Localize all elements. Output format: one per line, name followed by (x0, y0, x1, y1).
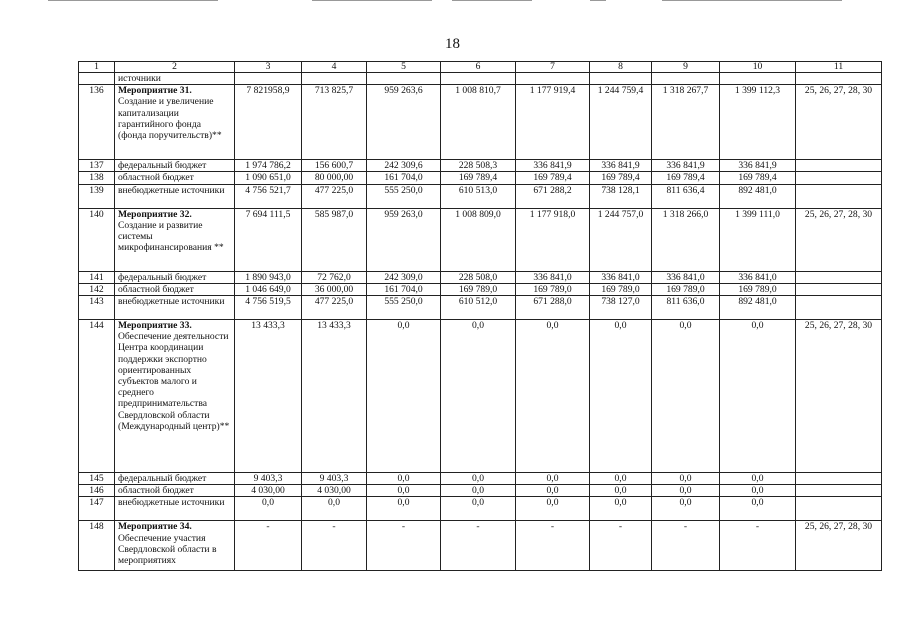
value-col-9: 336 841,0 (652, 271, 720, 283)
column-header-10: 10 (720, 62, 796, 73)
value-col-9: 169 789,0 (652, 283, 720, 295)
row-description: Создание и развитие системы микрофинансирования ** (118, 219, 224, 254)
value-col-5: 0,0 (367, 485, 441, 497)
value-col-3: 1 974 786,2 (235, 160, 302, 172)
value-col-7: 0,0 (516, 485, 590, 497)
value-col-3: 4 756 519,5 (235, 296, 302, 320)
target-indicator-refs (796, 172, 882, 184)
row-description-cell (115, 184, 235, 208)
row-description: федеральный бюджет (118, 271, 207, 283)
table-row (79, 184, 882, 208)
row-description-cell (115, 160, 235, 172)
value-col-4: - (302, 521, 367, 571)
target-indicator-refs (796, 271, 882, 283)
row-description: областной бюджет (118, 485, 194, 497)
target-indicator-refs (796, 283, 882, 295)
value-col-4: 80 000,00 (302, 172, 367, 184)
row-number: 146 (79, 485, 115, 497)
value-col-10: 169 789,0 (720, 283, 796, 295)
scan-top-line-4 (590, 0, 606, 1)
value-col-8: 0,0 (590, 473, 652, 485)
value-col-9: 1 318 267,7 (652, 85, 720, 160)
target-indicator-refs: 25, 26, 27, 28, 30 (796, 208, 882, 271)
column-header-6: 6 (441, 62, 516, 73)
value-col-6: 610 513,0 (441, 184, 516, 208)
value-col-3: 4 756 521,7 (235, 184, 302, 208)
value-col-8: 169 789,0 (590, 283, 652, 295)
value-col-3: - (235, 521, 302, 571)
row-number: 137 (79, 160, 115, 172)
target-indicator-refs: 25, 26, 27, 28, 30 (796, 85, 882, 160)
target-indicator-refs (796, 160, 882, 172)
value-col-6: 169 789,4 (441, 172, 516, 184)
value-col-4: 585 987,0 (302, 208, 367, 271)
value-col-3: 13 433,3 (235, 320, 302, 473)
row-number: 148 (79, 521, 115, 571)
value-col-8: 0,0 (590, 320, 652, 473)
value-col-4: 0,0 (302, 497, 367, 521)
row-description: источники (118, 73, 161, 84)
row-description-cell (115, 208, 235, 271)
measure-title: Мероприятие 32. (118, 208, 192, 220)
value-col-5: 959 263,0 (367, 208, 441, 271)
value-col-3: 1 090 651,0 (235, 172, 302, 184)
value-col-7: 671 288,2 (516, 184, 590, 208)
value-col-7 (516, 73, 590, 85)
row-number: 136 (79, 85, 115, 160)
table-row (79, 73, 882, 85)
header-row (79, 62, 882, 73)
value-col-7: 169 789,4 (516, 172, 590, 184)
value-col-10: 336 841,9 (720, 160, 796, 172)
row-description-cell (115, 296, 235, 320)
value-col-9: 0,0 (652, 473, 720, 485)
value-col-8: - (590, 521, 652, 571)
value-col-7: - (516, 521, 590, 571)
value-col-9 (652, 73, 720, 85)
value-col-5: 555 250,0 (367, 184, 441, 208)
measure-title: Мероприятие 31. (118, 85, 192, 97)
row-description-cell (115, 85, 235, 160)
value-col-8: 738 127,0 (590, 296, 652, 320)
value-col-7: 336 841,0 (516, 271, 590, 283)
value-col-3: 4 030,00 (235, 485, 302, 497)
value-col-10: 336 841,0 (720, 271, 796, 283)
row-description-cell (115, 473, 235, 485)
table-row (79, 283, 882, 295)
value-col-8: 169 789,4 (590, 172, 652, 184)
table-row (79, 320, 882, 473)
row-description: областной бюджет (118, 283, 194, 295)
row-number: 141 (79, 271, 115, 283)
value-col-10: 0,0 (720, 473, 796, 485)
column-header-3: 3 (235, 62, 302, 73)
row-description: областной бюджет (118, 172, 194, 184)
value-col-6: 228 508,0 (441, 271, 516, 283)
row-number (79, 73, 115, 85)
value-col-8: 336 841,0 (590, 271, 652, 283)
value-col-7: 0,0 (516, 497, 590, 521)
value-col-4: 477 225,0 (302, 296, 367, 320)
value-col-4: 13 433,3 (302, 320, 367, 473)
row-number: 138 (79, 172, 115, 184)
measure-title: Мероприятие 34. (118, 521, 192, 533)
row-description-cell (115, 73, 235, 85)
table-row (79, 497, 882, 521)
column-header-2: 2 (115, 62, 235, 73)
row-description-cell (115, 172, 235, 184)
column-header-7: 7 (516, 62, 590, 73)
value-col-9: 0,0 (652, 497, 720, 521)
value-col-10: 169 789,4 (720, 172, 796, 184)
table-row (79, 521, 882, 571)
value-col-4: 156 600,7 (302, 160, 367, 172)
table-row (79, 85, 882, 160)
value-col-6: 228 508,3 (441, 160, 516, 172)
value-col-5: 959 263,6 (367, 85, 441, 160)
value-col-8: 336 841,9 (590, 160, 652, 172)
value-col-3: 9 403,3 (235, 473, 302, 485)
row-number: 139 (79, 184, 115, 208)
row-description: внебюджетные источники (118, 296, 225, 308)
program-table (78, 61, 882, 571)
value-col-5: 161 704,0 (367, 172, 441, 184)
target-indicator-refs (796, 485, 882, 497)
row-description-cell (115, 497, 235, 521)
row-description: внебюджетные источники (118, 497, 225, 509)
value-col-6: 0,0 (441, 320, 516, 473)
value-col-4: 36 000,00 (302, 283, 367, 295)
value-col-5: 555 250,0 (367, 296, 441, 320)
row-description-cell (115, 283, 235, 295)
column-header-1: 1 (79, 62, 115, 73)
value-col-6: 0,0 (441, 485, 516, 497)
row-description: Обеспечение участия Свердловской области в мероприятиях (118, 532, 217, 567)
scan-top-line-5 (662, 0, 842, 1)
value-col-8: 1 244 757,0 (590, 208, 652, 271)
row-number: 144 (79, 320, 115, 473)
table-body (79, 62, 882, 571)
value-col-10: - (720, 521, 796, 571)
value-col-5: 0,0 (367, 473, 441, 485)
row-number: 143 (79, 296, 115, 320)
value-col-3: 7 694 111,5 (235, 208, 302, 271)
value-col-9: 811 636,0 (652, 296, 720, 320)
value-col-4: 9 403,3 (302, 473, 367, 485)
value-col-10: 892 481,0 (720, 184, 796, 208)
value-col-7: 1 177 918,0 (516, 208, 590, 271)
value-col-8: 0,0 (590, 485, 652, 497)
value-col-5 (367, 73, 441, 85)
value-col-6 (441, 73, 516, 85)
row-number: 140 (79, 208, 115, 271)
value-col-6: 1 008 810,7 (441, 85, 516, 160)
table-row (79, 172, 882, 184)
value-col-8: 0,0 (590, 497, 652, 521)
value-col-3: 7 821958,9 (235, 85, 302, 160)
table-row (79, 208, 882, 271)
row-description-cell (115, 521, 235, 571)
value-col-9: 0,0 (652, 485, 720, 497)
table-row (79, 296, 882, 320)
column-header-9: 9 (652, 62, 720, 73)
value-col-3 (235, 73, 302, 85)
target-indicator-refs: 25, 26, 27, 28, 30 (796, 320, 882, 473)
value-col-9: 336 841,9 (652, 160, 720, 172)
value-col-6: 610 512,0 (441, 296, 516, 320)
value-col-4: 477 225,0 (302, 184, 367, 208)
value-col-8 (590, 73, 652, 85)
table-row (79, 473, 882, 485)
row-description-cell (115, 485, 235, 497)
value-col-7: 0,0 (516, 320, 590, 473)
row-number: 142 (79, 283, 115, 295)
value-col-7: 671 288,0 (516, 296, 590, 320)
scan-top-line-3 (452, 0, 532, 1)
row-description: федеральный бюджет (118, 160, 207, 172)
value-col-10: 1 399 111,0 (720, 208, 796, 271)
measure-title: Мероприятие 33. (118, 320, 192, 332)
value-col-3: 1 890 943,0 (235, 271, 302, 283)
target-indicator-refs (796, 497, 882, 521)
page-number: 18 (445, 36, 460, 52)
value-col-9: 811 636,4 (652, 184, 720, 208)
value-col-5: 242 309,0 (367, 271, 441, 283)
value-col-10: 0,0 (720, 320, 796, 473)
target-indicator-refs (796, 73, 882, 85)
scan-top-line-2 (312, 0, 432, 1)
value-col-9: 169 789,4 (652, 172, 720, 184)
target-indicator-refs (796, 184, 882, 208)
table-row (79, 485, 882, 497)
value-col-4 (302, 73, 367, 85)
row-description: Обеспечение деятельности Центра координации поддержки экспортно ориентированных субъектов малого и среднего предпринимательства Свердловской области (Международный центр)** (118, 331, 230, 432)
row-description-cell (115, 320, 235, 473)
value-col-8: 1 244 759,4 (590, 85, 652, 160)
row-description-cell (115, 271, 235, 283)
value-col-6: 0,0 (441, 473, 516, 485)
value-col-8: 738 128,1 (590, 184, 652, 208)
value-col-10: 1 399 112,3 (720, 85, 796, 160)
value-col-4: 713 825,7 (302, 85, 367, 160)
row-number: 145 (79, 473, 115, 485)
column-header-11: 11 (796, 62, 882, 73)
column-header-4: 4 (302, 62, 367, 73)
value-col-4: 72 762,0 (302, 271, 367, 283)
value-col-3: 1 046 649,0 (235, 283, 302, 295)
value-col-10: 0,0 (720, 497, 796, 521)
value-col-10 (720, 73, 796, 85)
row-number: 147 (79, 497, 115, 521)
table-row (79, 160, 882, 172)
value-col-9: - (652, 521, 720, 571)
value-col-4: 4 030,00 (302, 485, 367, 497)
row-description: федеральный бюджет (118, 473, 207, 485)
value-col-5: 242 309,6 (367, 160, 441, 172)
value-col-5: - (367, 521, 441, 571)
value-col-7: 169 789,0 (516, 283, 590, 295)
value-col-10: 892 481,0 (720, 296, 796, 320)
value-col-7: 336 841,9 (516, 160, 590, 172)
value-col-6: - (441, 521, 516, 571)
scan-top-line-1 (48, 0, 218, 1)
value-col-3: 0,0 (235, 497, 302, 521)
column-header-8: 8 (590, 62, 652, 73)
row-description: внебюджетные источники (118, 184, 225, 196)
target-indicator-refs (796, 296, 882, 320)
value-col-10: 0,0 (720, 485, 796, 497)
value-col-7: 0,0 (516, 473, 590, 485)
value-col-9: 1 318 266,0 (652, 208, 720, 271)
target-indicator-refs: 25, 26, 27, 28, 30 (796, 521, 882, 571)
value-col-6: 0,0 (441, 497, 516, 521)
table-row (79, 271, 882, 283)
column-header-5: 5 (367, 62, 441, 73)
value-col-6: 169 789,0 (441, 283, 516, 295)
row-description: Создание и увеличение капитализации гарантийного фонда (фонда поручительств)** (118, 96, 222, 142)
value-col-9: 0,0 (652, 320, 720, 473)
value-col-5: 0,0 (367, 320, 441, 473)
value-col-7: 1 177 919,4 (516, 85, 590, 160)
target-indicator-refs (796, 473, 882, 485)
value-col-5: 161 704,0 (367, 283, 441, 295)
value-col-6: 1 008 809,0 (441, 208, 516, 271)
value-col-5: 0,0 (367, 497, 441, 521)
